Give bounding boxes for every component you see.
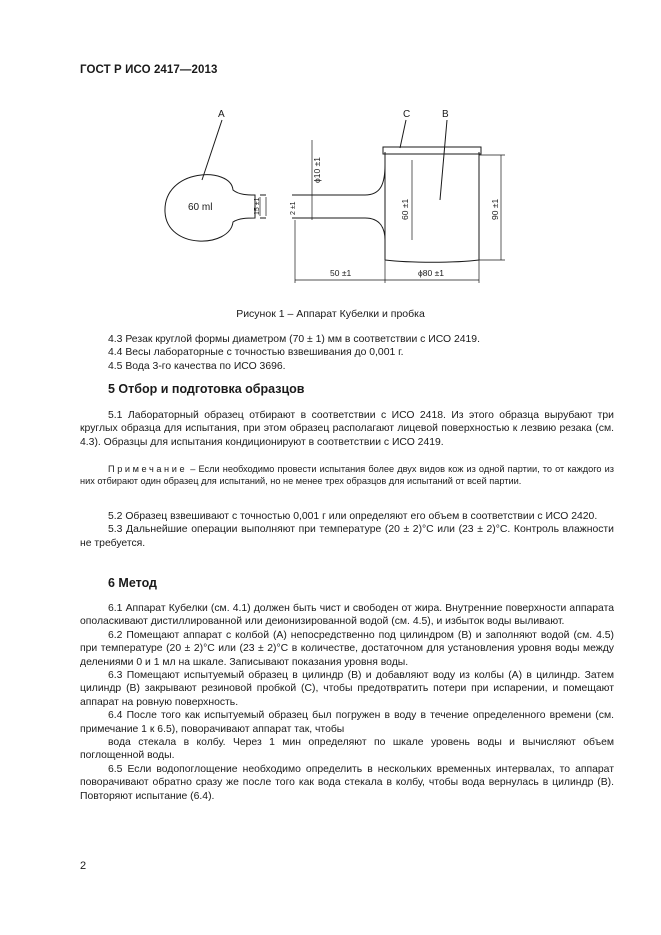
para-6-2: 6.2 Помещают аппарат с колбой (А) непосредственно под цилиндром (В) и заполняют водой (см. 4.5) при температуре (20 ± 2)°С или (23 ± 2)°С в количестве, достаточном для установления уровня воды между делениями 0 и 1 мл на шкале. Записывают показания уровня воды.: [80, 629, 614, 668]
section-5-body-2: [80, 510, 614, 550]
leader-c: [400, 120, 406, 148]
section-6-heading: 6 Метод: [108, 576, 157, 590]
para-5-1: 5.1 Лабораторный образец отбирают в соответствии с ИСО 2418. Из этого образца вырубают три круглых образца для испытания, при этом образец располагают лицевой поверхностью к лезвию резака (см. 4.3). Образцы для испытания кондиционируют в соответствии с ИСО 2419.: [80, 410, 614, 448]
dim-15: 15 ±1: [254, 197, 261, 215]
para-6-4b: вода стекала в колбу. Через 1 мин определяют по шкале уровень воды и вычисляют объем поглощенной воды.: [80, 737, 614, 762]
apparatus-figure: [160, 100, 530, 300]
section-5-body: [80, 409, 614, 449]
stopper-c: [383, 147, 481, 154]
dim-90: 90 ±1: [490, 198, 500, 220]
label-a: A: [218, 109, 225, 120]
leader-a: [202, 120, 222, 180]
note-text: – Если необходимо провести испытания более двух видов кож из одной партии, то от каждого из них отбирают один образец для испытаний, но не менее трех образцов для испытаний от всей партии.: [80, 464, 614, 486]
connecting-tube: [292, 165, 385, 240]
para-5-3: 5.3 Дальнейшие операции выполняют при температуре (20 ± 2)°С или (23 ± 2)°С. Контроль влажности не требуется.: [80, 524, 614, 549]
dim-50: 50 ±1: [330, 268, 352, 278]
note-label: Примечание: [108, 464, 188, 474]
dim-phi10: ϕ10 ±1: [312, 157, 322, 183]
dim-phi80: ϕ80 ±1: [418, 268, 444, 278]
leader-b: [440, 120, 447, 200]
page-number: 2: [80, 860, 87, 872]
note-block: [80, 463, 614, 487]
apparatus-drawing: [160, 100, 530, 300]
dim-60: 60 ±1: [400, 198, 410, 220]
item-4-3: 4.3 Резак круглой формы диаметром (70 ± 1) мм в соответствии с ИСО 2419.: [108, 334, 480, 345]
para-6-3: 6.3 Помещают испытуемый образец в цилиндр (В) и добавляют воду из колбы (А) в цилиндр. Затем цилиндр (В) закрывают резиновой пробкой (С), чтобы предотвратить потери при испарении, и помещают аппарат на ровную поверхность.: [80, 670, 614, 708]
equipment-list: [80, 333, 614, 373]
para-5-2: 5.2 Образец взвешивают с точностью 0,001 г или определяют его объем в соответствии с ИСО 2420.: [108, 511, 598, 522]
label-c: C: [403, 109, 411, 120]
section-6-body: [80, 602, 614, 803]
flask-volume: 60 ml: [188, 202, 213, 213]
document-header: ГОСТ Р ИСО 2417—2013: [80, 64, 218, 76]
para-6-5: 6.5 Если водопоглощение необходимо определить в нескольких временных интервалах, то аппарат поворачивают обратно сразу же после того как вода стекала в колбу, чтобы вода вернулась в цилиндр (В). Повторяют испытание (6.4).: [80, 763, 614, 802]
dim-2: 2 ±1: [290, 201, 297, 215]
figure-caption: Рисунок 1 – Аппарат Кубелки и пробка: [236, 308, 425, 320]
section-5-heading: 5 Отбор и подготовка образцов: [108, 382, 305, 396]
para-6-1: 6.1 Аппарат Кубелки (см. 4.1) должен быть чист и свободен от жира. Внутренние поверхности аппарата ополаскивают дистиллированной или деионизированной водой (см. 4.5), и избыток воды выливают.: [80, 603, 614, 628]
label-b: B: [442, 109, 449, 120]
item-4-4: 4.4 Весы лабораторные с точностью взвешивания до 0,001 г.: [108, 347, 404, 359]
item-4-5: 4.5 Вода 3-го качества по ИСО 3696.: [108, 360, 286, 372]
para-6-4a: 6.4 После того как испытуемый образец был погружен в воду в течение определенного времени (см. примечание 1 к 6.5), поворачивают аппарат так, чтобы: [80, 710, 614, 735]
